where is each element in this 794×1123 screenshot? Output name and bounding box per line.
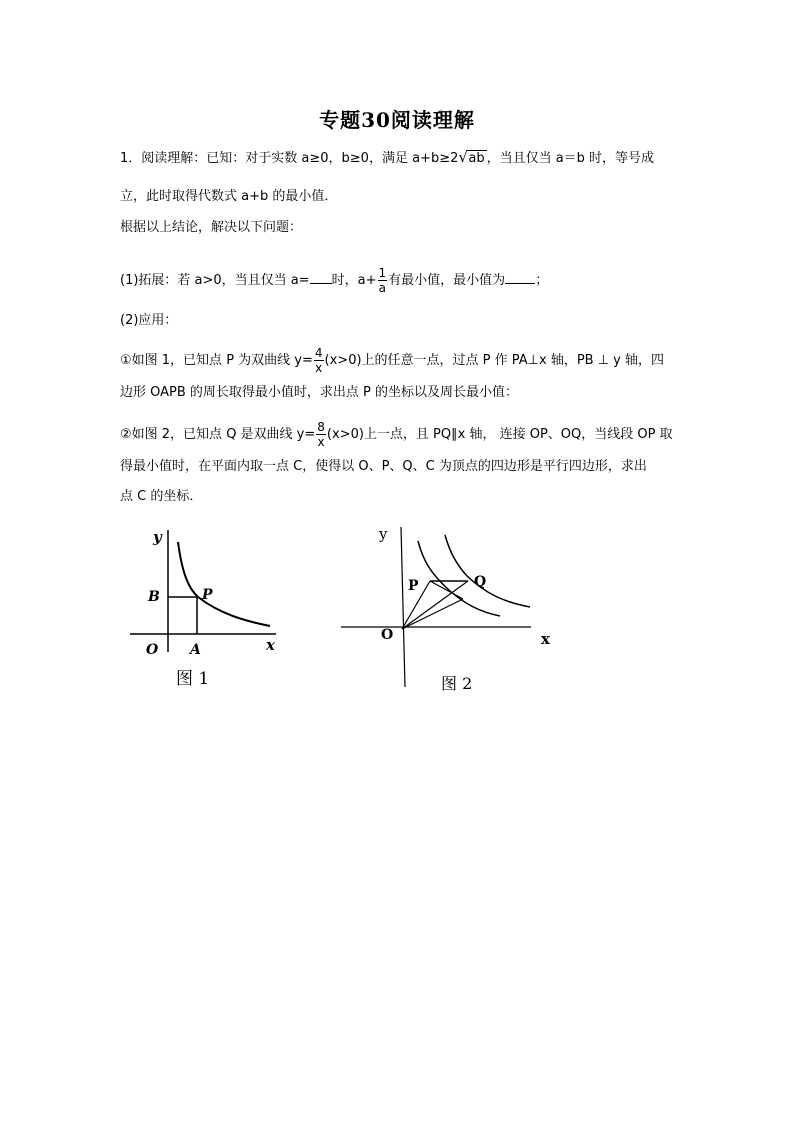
sqrt-sign-icon: √ xyxy=(458,148,468,166)
figure-1 xyxy=(120,520,290,700)
intro-line-3: 根据以上结论，解决以下问题： xyxy=(120,220,303,235)
fig1-caption: 图 1 xyxy=(176,669,210,689)
fig1-label-p: P xyxy=(202,587,213,603)
q2-1-frac-num: 4 xyxy=(314,346,323,360)
fig2-label-y: y xyxy=(379,525,388,543)
q2-2-text-b: (x>0)上一点，且 PQ∥x 轴， 连接 OP、OQ，当线段 OP 取 xyxy=(326,427,673,442)
q2-2-line-2: 得最小值时，在平面内取一点 C，使得以 O、P、Q、C 为顶点的四边形是平行四边形，求出 xyxy=(120,459,647,474)
q2-1-frac-den: x xyxy=(315,361,323,375)
sqrt-ab xyxy=(458,149,486,169)
q2-1-line-2: 边形 OAPB 的周长取得最小值时，求出点 P 的坐标以及周长最小值： xyxy=(120,385,519,400)
q2-2-frac-den: x xyxy=(317,435,325,449)
q1-fraction xyxy=(378,266,388,295)
q1-text-b: 时，a+ xyxy=(331,273,377,288)
fig1-label-a: A xyxy=(190,642,201,658)
q1-frac-den: a xyxy=(378,281,387,295)
page-title: 专题30阅读理解 xyxy=(319,108,475,132)
q1-text-d: ； xyxy=(535,273,549,288)
intro-line-1 xyxy=(120,149,654,169)
q1-blank-a xyxy=(310,269,332,284)
fig2-y-axis xyxy=(401,527,405,687)
q2-2-line-3: 点 C 的坐标． xyxy=(120,489,203,504)
q1-text-a: (1)拓展：若 a>0，当且仅当 a= xyxy=(120,273,310,288)
fig2-curve-inner xyxy=(418,541,500,616)
fig1-hyperbola-curve xyxy=(178,542,270,626)
q2-2-text-a: ②如图 2，已知点 Q 是双曲线 y= xyxy=(120,427,316,442)
figure-2 xyxy=(335,515,565,700)
fig1-label-x: x xyxy=(266,636,275,654)
q2-2-line-1 xyxy=(120,420,673,449)
fig2-label-p: P xyxy=(408,578,419,594)
fig2-label-q: Q xyxy=(474,574,487,590)
intro-line-2: 立，此时取得代数式 a+b 的最小值． xyxy=(120,189,338,204)
intro-text-b: ，当且仅当 a＝b 时，等号成 xyxy=(486,151,655,166)
q2-2-frac-num: 8 xyxy=(317,420,325,434)
q2-1-fraction xyxy=(314,346,324,375)
q1-blank-min xyxy=(505,269,535,284)
q1-line xyxy=(120,266,548,295)
q2-label: (2)应用： xyxy=(120,313,178,328)
fig2-label-o: O xyxy=(381,627,394,643)
fig1-label-o: O xyxy=(146,642,159,658)
fig1-label-y: y xyxy=(153,528,162,546)
fig2-caption: 图 2 xyxy=(441,674,473,693)
fig2-label-x: x xyxy=(541,630,550,648)
q2-2-fraction xyxy=(316,420,326,449)
q1-text-c: 有最小值，最小值为 xyxy=(388,273,506,288)
intro-text-a: 1．阅读理解：已知：对于实数 a≥0，b≥0，满足 a+b≥2 xyxy=(120,151,459,166)
sqrt-radicand: ab xyxy=(468,151,485,166)
q1-frac-num: 1 xyxy=(378,266,387,280)
q2-1-text-b: (x>0)上的任意一点，过点 P 作 PA⊥x 轴，PB ⊥ y 轴，四 xyxy=(324,353,664,368)
q2-1-line-1 xyxy=(120,346,664,375)
fig1-label-b: B xyxy=(148,589,160,605)
q2-1-text-a: ①如图 1，已知点 P 为双曲线 y= xyxy=(120,353,313,368)
